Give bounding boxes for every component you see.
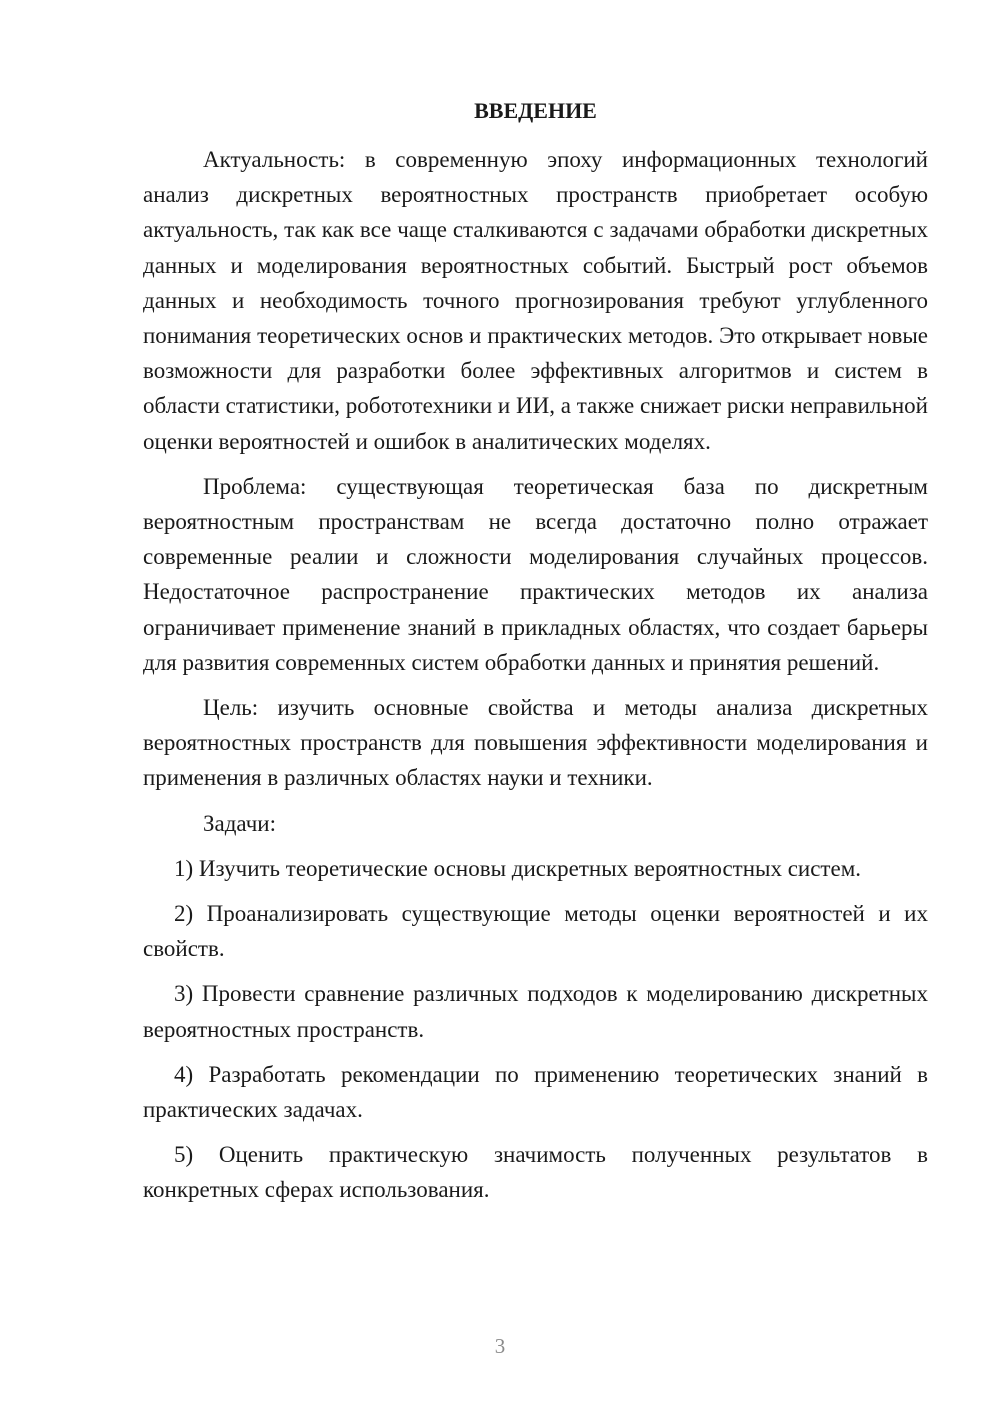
paragraph-problem: Проблема: существующая теоретическая база по дискретным вероятностным пространствам не всегда достаточно полно отражает современные реалии и сложности моделирования случайных процессов. Недостаточное распространение практических методов их анализа ограничивает применение знаний в прикладных областях, что создает барьеры для развития современных систем обработки данных и принятия решений. [143, 473, 928, 675]
page-number: 3 [494, 1334, 506, 1358]
task-item-3: 3) Провести сравнение различных подходов к моделированию дискретных вероятностных пространств. [143, 981, 928, 1042]
paragraph-relevance: Актуальность: в современную эпоху информационных технологий анализ дискретных вероятностных пространств приобретает особую актуальность, так как все чаще сталкиваются с задачами обработки дискретных данных и моделирования вероятностных событий. Быстрый рост объемов данных и необходимость точного прогнозирования требуют углубленного понимания теоретических основ и практических методов. Это открывает новые возможности для разработки более эффективных алгоритмов и систем в области статистики, робототехники и ИИ, а также снижает риски неправильной оценки вероятностей и ошибок в аналитических моделях. [143, 147, 928, 454]
document-body [143, 142, 928, 1218]
task-item-1: 1) Изучить теоретические основы дискретных вероятностных систем. [174, 855, 862, 881]
paragraph-goal: Цель: изучить основные свойства и методы анализа дискретных вероятностных пространств для повышения эффективности моделирования и применения в различных областях науки и техники. [143, 695, 928, 791]
task-item-2: 2) Проанализировать существующие методы оценки вероятностей и их свойств. [143, 901, 928, 962]
page-title: ВВЕДЕНИЕ [474, 98, 597, 123]
task-item-5: 5) Оценить практическую значимость полученных результатов в конкретных сферах использования. [143, 1142, 928, 1203]
tasks-heading: Задачи: [203, 810, 276, 836]
task-item-4: 4) Разработать рекомендации по применению теоретических знаний в практических задачах. [143, 1061, 928, 1123]
